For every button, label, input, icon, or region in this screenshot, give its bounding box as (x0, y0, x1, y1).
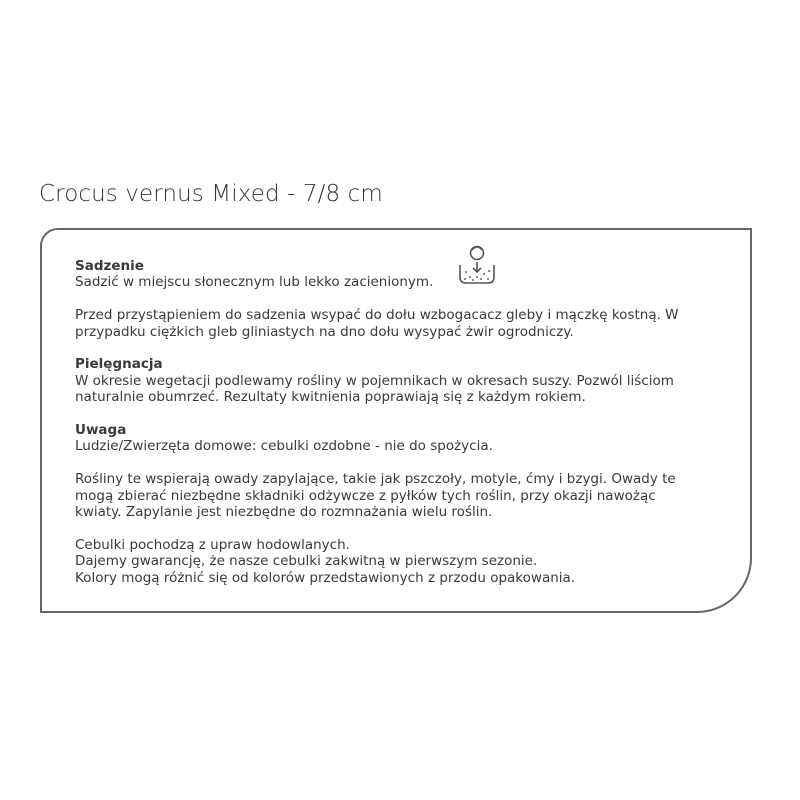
text-line: Sadzić w miejscu słonecznym lub lekko zacienionym. (75, 274, 434, 291)
section-heading-pielegnacja: Pielęgnacja (75, 356, 163, 373)
text-line: przypadku ciężkich gleb gliniastych na dno dołu wysypać żwir ogrodniczy. (75, 323, 574, 340)
info-card (40, 228, 752, 613)
text-line: W okresie wegetacji podlewamy rośliny w pojemnikach w okresach suszy. Pozwól liściom (75, 372, 674, 389)
text-line: Ludzie/Zwierzęta domowe: cebulki ozdobne - nie do spożycia. (75, 438, 493, 455)
page-title: Crocus vernus Mixed - 7/8 cm (39, 181, 383, 207)
text-line: kwiaty. Zapylanie jest niezbędne do rozmnażania wielu roślin. (75, 504, 493, 521)
text-line: Kolory mogą różnić się od kolorów przedstawionych z przodu opakowania. (75, 569, 576, 586)
text-line: Cebulki pochodzą z upraw hodowlanych. (75, 536, 350, 553)
text-line: Przed przystąpieniem do sadzenia wsypać do dołu wzbogacacz gleby i mączkę kostną. W (75, 307, 679, 324)
text-line: Dajemy gwarancję, że nasze cebulki zakwitną w pierwszym sezonie. (75, 553, 538, 570)
text-line: Rośliny te wspierają owady zapylające, takie jak pszczoły, motyle, ćmy i bzygi. Owady te (75, 471, 676, 488)
section-heading-uwaga: Uwaga (75, 422, 127, 439)
section-heading-sadzenie: Sadzenie (75, 258, 144, 274)
text-line: mogą zbierać niezbędne składniki odżywcze z pyłków tych roślin, przy okazji nawożąc (75, 487, 656, 504)
card-content (75, 258, 725, 586)
text-line: naturalnie obumrzeć. Rezultaty kwitnienia poprawiają się z każdym rokiem. (75, 389, 586, 406)
